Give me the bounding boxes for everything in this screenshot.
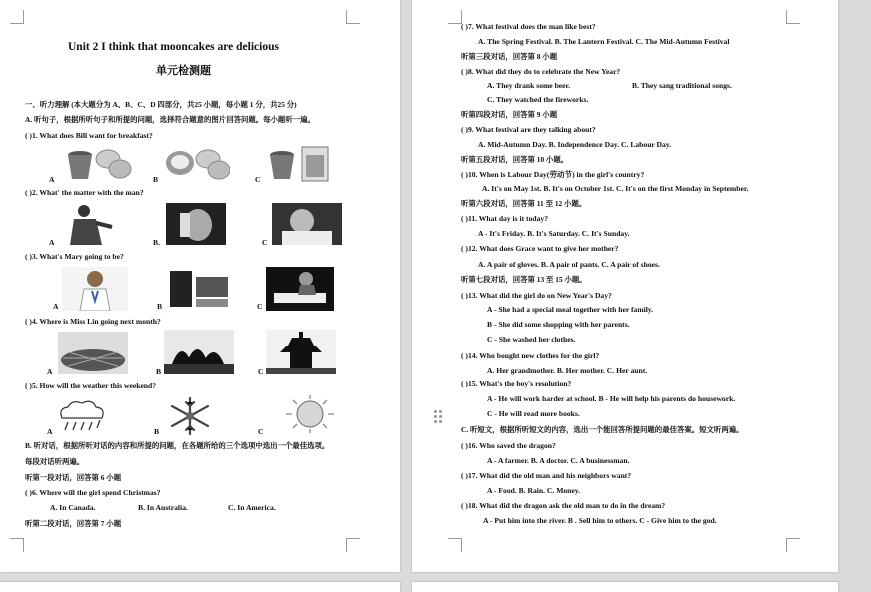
crop-mark-bl [448,538,462,552]
option-text: A. In Canada. [50,503,96,512]
option-label: B [157,302,163,311]
question-15: ( )15. What's the boy's resolution? [461,379,572,388]
question-9: ( )9. What festival are they talking about? [461,125,596,134]
section-heading: 一、听力理解 (本大题分为 A、B、C、D 四部分，共25 小题，每小题 1 分，共25 分) [25,100,297,109]
breakfast-tea-bread-image [64,145,132,183]
dialog-heading: 听第七段对话，回答第 13 至 15 小题。 [461,275,587,284]
part-b-note: 每段对话听两遍。 [25,457,85,466]
option-label: C [257,302,263,311]
office-worker-image [166,267,232,311]
sun-icon [282,394,338,434]
option-label: C [262,238,268,247]
dialog-heading: 听第五段对话，回答第 10 小题。 [461,155,569,164]
question-16: ( )16. Who saved the dragon? [461,441,556,450]
dialog-heading: 听第二段对话，回答第 7 小题 [25,519,122,528]
option-text: A - She had a special meal together with her family. [487,305,654,314]
dialog-heading: 听第四段对话，回答第 9 小题 [461,110,558,119]
breakfast-tea-milk-image [266,145,332,183]
sydney-opera-house-image [164,330,234,374]
option-text: A. Mid-Autumn Day. B. Independence Day. C. Labour Day. [478,140,672,149]
option-text: B - She did some shopping with her parents. [487,320,630,329]
option-label: C [255,175,261,184]
question-6: ( )6. Where will the girl spend Christmas? [25,488,161,497]
question-3: ( )3. What's Mary going to be? [25,252,124,261]
rain-cloud-icon [54,398,110,432]
part-a-instruction: A. 听句子，根据所听句子和所提的问题，选择符合题意的图片回答问题。每小题听一遍。 [25,115,315,124]
option-text: B. They sang traditional songs. [632,81,732,90]
option-label: A [47,367,53,376]
option-text: B. In Australia. [138,503,188,512]
crop-mark-tr [786,10,800,24]
document-page-4-top [412,582,838,592]
option-label: A [49,238,55,247]
question-14: ( )14. Who bought new clothes for the girl? [461,351,600,360]
part-b-instruction: B. 听对话，根据所听对话的内容和所提的问题，在各题所给的三个选项中选出一个最佳选项。 [25,441,330,450]
option-label: B [153,175,159,184]
man-sick-image [272,203,342,245]
question-17: ( )17. What did the old man and his neighbors want? [461,471,632,480]
option-text: A - Put him into the river. B . Sell him to others. C - Give him to the god. [483,516,717,525]
option-text: A - Food. B. Rain. C. Money. [487,486,581,495]
option-text: A - A farmer. B. A doctor. C. A businessman. [487,456,630,465]
option-text: A - He will work harder at school. B - He will help his parents do housework. [487,394,736,403]
crop-mark-bl [10,538,24,552]
option-label: C [258,427,264,436]
dialog-heading: 听第一段对话，回答第 6 小题 [25,473,122,482]
option-text: A. They drank some beer. [487,81,571,90]
question-18: ( )18. What did the dragon ask the old man to do in the dream? [461,501,666,510]
question-7: ( )7. What festival does the man like best? [461,22,596,31]
question-11: ( )11. What day is it today? [461,214,548,223]
drag-handle-icon[interactable] [434,410,444,424]
question-4: ( )4. Where is Miss Lin going next month? [25,317,161,326]
temple-image [266,330,336,374]
crop-mark-tr [346,10,360,24]
question-1: ( )1. What does Bill want for breakfast? [25,131,153,140]
document-page-1 [0,0,400,572]
option-text: C - He will read more books. [487,409,580,418]
option-text: A. It's on May 1st. B. It's on October 1st. C. It's on the first Monday in September. [482,184,749,193]
option-text: A. A pair of gloves. B. A pair of pants. C. A pair of shoes. [478,260,660,269]
dialog-heading: 听第六段对话，回答第 11 至 12 小题。 [461,199,587,208]
option-label: A [53,302,59,311]
part-c-instruction: C. 听短文，根据所听短文的内容，选出一个能回答所提问题的最佳答案。短文听两遍。 [461,425,744,434]
document-subtitle: 单元检测题 [156,65,211,77]
question-12: ( )12. What does Grace want to give her mother? [461,244,619,253]
option-text: C. In America. [228,503,276,512]
option-text: C - She washed her clothes. [487,335,576,344]
option-label: A [49,175,55,184]
birds-nest-stadium-image [58,332,128,374]
crop-mark-tl [10,10,24,24]
breakfast-coffee-bread-image [164,145,230,183]
man-backache-image [60,203,124,245]
option-text: A. The Spring Festival. B. The Lantern Festival. C. The Mid-Autumn Festival [478,37,730,46]
option-label: B [156,367,162,376]
man-headache-image [166,203,226,245]
question-8: ( )8. What did they do to celebrate the New Year? [461,67,621,76]
snowflake-icon [162,396,218,436]
crop-mark-br [346,538,360,552]
option-label: B. [153,238,160,247]
question-13: ( )13. What did the girl do on New Year's Day? [461,291,612,300]
option-label: B [154,427,160,436]
crop-mark-br [786,538,800,552]
doctor-image [62,267,128,311]
question-5: ( )5. How will the weather this weekend? [25,381,157,390]
question-10: ( )10. When is Labour Day(劳动节) in the girl's country? [461,170,645,179]
option-label: A [47,427,53,436]
option-text: C. They watched the fireworks. [487,95,589,104]
option-text: A - It's Friday. B. It's Saturday. C. It's Sunday. [478,229,630,238]
pianist-image [266,267,334,311]
crop-mark-tl [448,10,462,24]
option-label: C [258,367,264,376]
question-2: ( )2. What' the matter with the man? [25,188,144,197]
document-title: Unit 2 I think that mooncakes are delicious [68,41,279,53]
option-text: A. Her grandmother. B. Her mother. C. Her aunt. [487,366,648,375]
document-page-3-top [0,582,400,592]
document-page-2 [412,0,838,572]
dialog-heading: 听第三段对话，回答第 8 小题 [461,52,558,61]
